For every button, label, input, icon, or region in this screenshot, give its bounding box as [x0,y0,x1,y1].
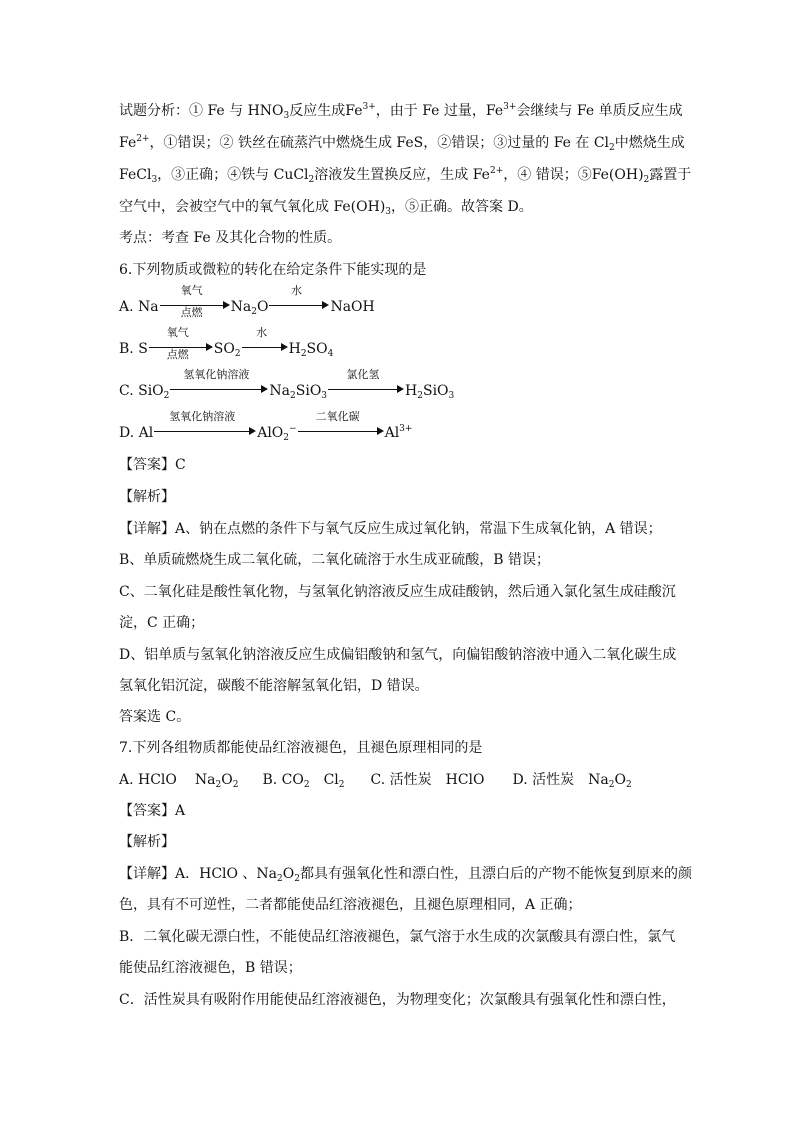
q7-detail-line: 【详解】A．HClO 、$Na_2O_2$都具有强氧化性和漂白性，且漂白后的产物不能恢复到原来的颜 [119,866,692,884]
reaction-arrow: 氧气 点燃 [149,339,213,353]
q6-jiexi: 【解析】 [119,489,175,505]
q6-detail-line: C、二氧化硅是酸性氧化物，与氢氧化钠溶液反应生成硅酸钠，然后通入氯化氢生成硅酸沉 [119,584,676,600]
q6-detail-line: 【详解】A、钠在点燃的条件下与氧气反应生成过氧化钠，常温下生成氧化钠，A 错误； [119,521,662,537]
q6-detail-line: 淀，C 正确； [119,615,205,631]
q7-options: A. HClO $Na_2O_2$ B. $CO_2$ $Cl_2$ C. 活性炭 HClO D. 活性炭 $Na_2O_2$ [119,772,632,790]
reaction-arrow: 氢氧化钠溶液 [154,423,256,437]
q6-detail-line: D、铝单质与氢氧化钠溶液反应生成偏铝酸钠和氢气，向偏铝酸钠溶液中通入二氧化碳生成 [119,647,677,663]
analysis-line-2: $Fe^{2+}$，①错误；② 铁丝在硫蒸汽中燃烧生成 FeS，②错误；③过量的 Fe 在 $Cl_2$中燃烧生成 [119,134,685,153]
reaction-arrow: 水 [269,297,329,311]
reaction-arrow: 氯化氢 [328,381,404,395]
q6-answer: 【答案】C [119,457,186,473]
q7-detail-line: 能使品红溶液褪色，B 错误； [119,960,302,976]
q7-title: 7.下列各组物质都能使品红溶液褪色，且褪色原理相同的是 [119,740,483,756]
q6-title: 6.下列物质或微粒的转化在给定条件下能实现的是 [119,262,427,278]
kaodian-line: 考点：考查 Fe 及其化合物的性质。 [119,230,342,246]
q6-detail-line: 答案选 C。 [119,709,191,725]
analysis-line-1: 试题分析：① Fe 与 $HNO_3$反应生成$Fe^{3+}$，由于 Fe 过量，$Fe^{3+}$会继续与 Fe 单质反应生成 [119,102,683,121]
q6-option-c: C. SiO$_2$ 氢氧化钠溶液 $Na_2SiO_3$ 氯化氢 $H_2SiO_3$ [119,368,455,401]
q7-detail-line: 色，具有不可逆性，二者都能使品红溶液褪色，且褪色原理相同，A 正确； [119,897,582,913]
q7-detail-line: B．二氧化碳无漂白性，不能使品红溶液褪色，氯气溶于水生成的次氯酸具有漂白性，氯气 [119,929,676,945]
reaction-arrow: 氢氧化钠溶液 [170,381,268,395]
reaction-arrow: 二氧化碳 [298,423,384,437]
analysis-line-3: FeCl$_3$，③正确；④铁与 CuCl$_2$溶液发生置换反应，生成 $Fe^{2+}$，④ 错误；$⑤Fe(OH)_2$露置于 [119,166,692,185]
q7-jiexi: 【解析】 [119,834,175,850]
q6-option-d: D. Al 氢氧化钠溶液 AlO$_2$− 二氧化碳 $Al^{3+}$ [119,410,413,443]
q6-option-b: B. S 氧气 点燃 $SO_2$ 水 $H_2SO_4$ [119,326,334,361]
q7-answer: 【答案】A [119,803,186,819]
reaction-arrow: 水 [242,339,288,353]
q7-detail-line: C．活性炭具有吸附作用能使品红溶液褪色，为物理变化；次氯酸具有强氧化性和漂白性， [119,992,676,1008]
q6-detail-line: B、单质硫燃烧生成二氧化硫，二氧化硫溶于水生成亚硫酸，B 错误； [119,552,551,568]
analysis-line-4: 空气中，会被空气中的氧气氧化成 $Fe(OH)_3$，⑤正确。故答案 D。 [119,199,533,217]
q6-detail-line: 氢氧化铝沉淀，碳酸不能溶解氢氧化铝，D 错误。 [119,678,429,694]
reaction-arrow: 氧气 点燃 [160,297,230,311]
q6-option-a: A. Na 氧气 点燃 $Na_2O$ 水 NaOH [119,284,375,319]
